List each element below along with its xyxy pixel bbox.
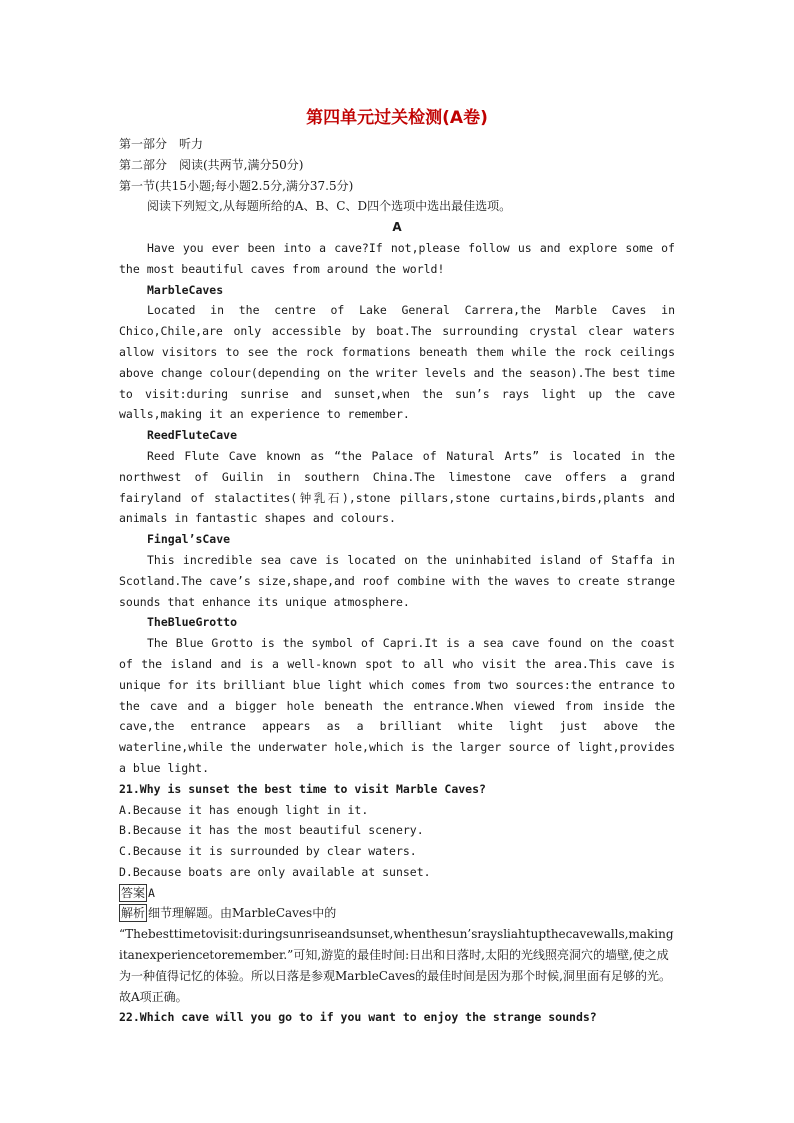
document-page — [119, 102, 675, 1028]
passage-intro: Have you ever been into a cave?If not,please follow us and explore some of the most beautiful caves from around the world! — [119, 240, 675, 276]
answer-label: 答案 — [121, 885, 146, 900]
question-22: 22.Which cave will you go to if you want to enjoy the strange sounds? — [119, 1010, 597, 1025]
answer-line — [119, 883, 675, 904]
section-one-heading: 第一节(共15小题;每小题2.5分,满分37.5分) — [119, 178, 354, 193]
part-two-heading: 第二部分 阅读(共两节,满分50分) — [119, 157, 304, 172]
cave-heading-reed-flute: ReedFluteCave — [147, 428, 238, 443]
cave-text-marble: Located in the centre of Lake General Carrera,the Marble Caves in Chico,Chile,are only accessible by boat.The surrounding crystal clear waters allow visitors to see the rock formations beneath them while the rock ceilings above change colour(depending on the writer levels and the season).The best time to visit:during sunrise and sunset,when the sun’s rays light up the cave walls,making it an experience to remember. — [119, 303, 675, 422]
cave-text-fingal: This incredible sea cave is located on the uninhabited island of Staffa in Scotland.The cave’s size,shape,and roof combine with the waves to create strange sounds that enhance its unique atmosphere. — [119, 552, 675, 609]
option-a: A.Because it has enough light in it. — [119, 802, 369, 817]
analysis-line — [119, 903, 675, 924]
part-one-heading: 第一部分 听力 — [119, 137, 204, 151]
page-title: 第四单元过关检测(A卷) — [306, 108, 488, 128]
cave-text-reed-flute: Reed Flute Cave known as “the Palace of Natural Arts” is located in the northwest of Guilin in southern China.The limestone cave offers a grand fairyland of stalactites(钟乳石),stone pillars,stone curtains,birds,plants and animals in fantastic shapes and colours. — [119, 448, 675, 526]
answer-value: A — [148, 885, 155, 900]
cave-heading-fingal: Fingal’sCave — [147, 532, 231, 547]
option-d: D.Because boats are only available at sunset. — [119, 864, 431, 879]
analysis-lead: 细节理解题。由MarbleCaves中的 — [148, 906, 337, 921]
instruction-text: 阅读下列短文,从每题所给的A、B、C、D四个选项中选出最佳选项。 — [147, 199, 512, 214]
option-c: C.Because it is surrounded by clear waters. — [119, 844, 417, 859]
cave-heading-marble: MarbleCaves — [147, 282, 224, 297]
cave-heading-blue-grotto: TheBlueGrotto — [147, 615, 238, 630]
option-b: B.Because it has the most beautiful scenery. — [119, 823, 424, 838]
passage-letter: A — [392, 220, 402, 235]
analysis-label: 解析 — [121, 906, 146, 921]
question-21: 21.Why is sunset the best time to visit Marble Caves? — [119, 781, 486, 796]
cave-text-blue-grotto: The Blue Grotto is the symbol of Capri.It is a sea cave found on the coast of the island and is a well-known spot to all who visit the area.This cave is unique for its brilliant blue light which comes from two sources:the entrance to the cave and a bigger hole beneath the entrance.When viewed from inside the cave,the entrance appears as a brilliant white light just above the waterline,while the underwater hole,which is the larger source of light,provides a blue light. — [119, 636, 675, 775]
analysis-body: “Thebesttimetovisit:duringsunriseandsunset,whenthesun’sraysliahtupthecavewalls,makingitanexperiencetoremember.”可知,游览的最佳时间:日出和日落时,太阳的光线照亮洞穴的墙壁,使之成为一种值得记忆的体验。所以日落是参观MarbleCaves的最佳时间是因为那个时候,洞里面有足够的光。故A项正确。 — [119, 927, 674, 1004]
